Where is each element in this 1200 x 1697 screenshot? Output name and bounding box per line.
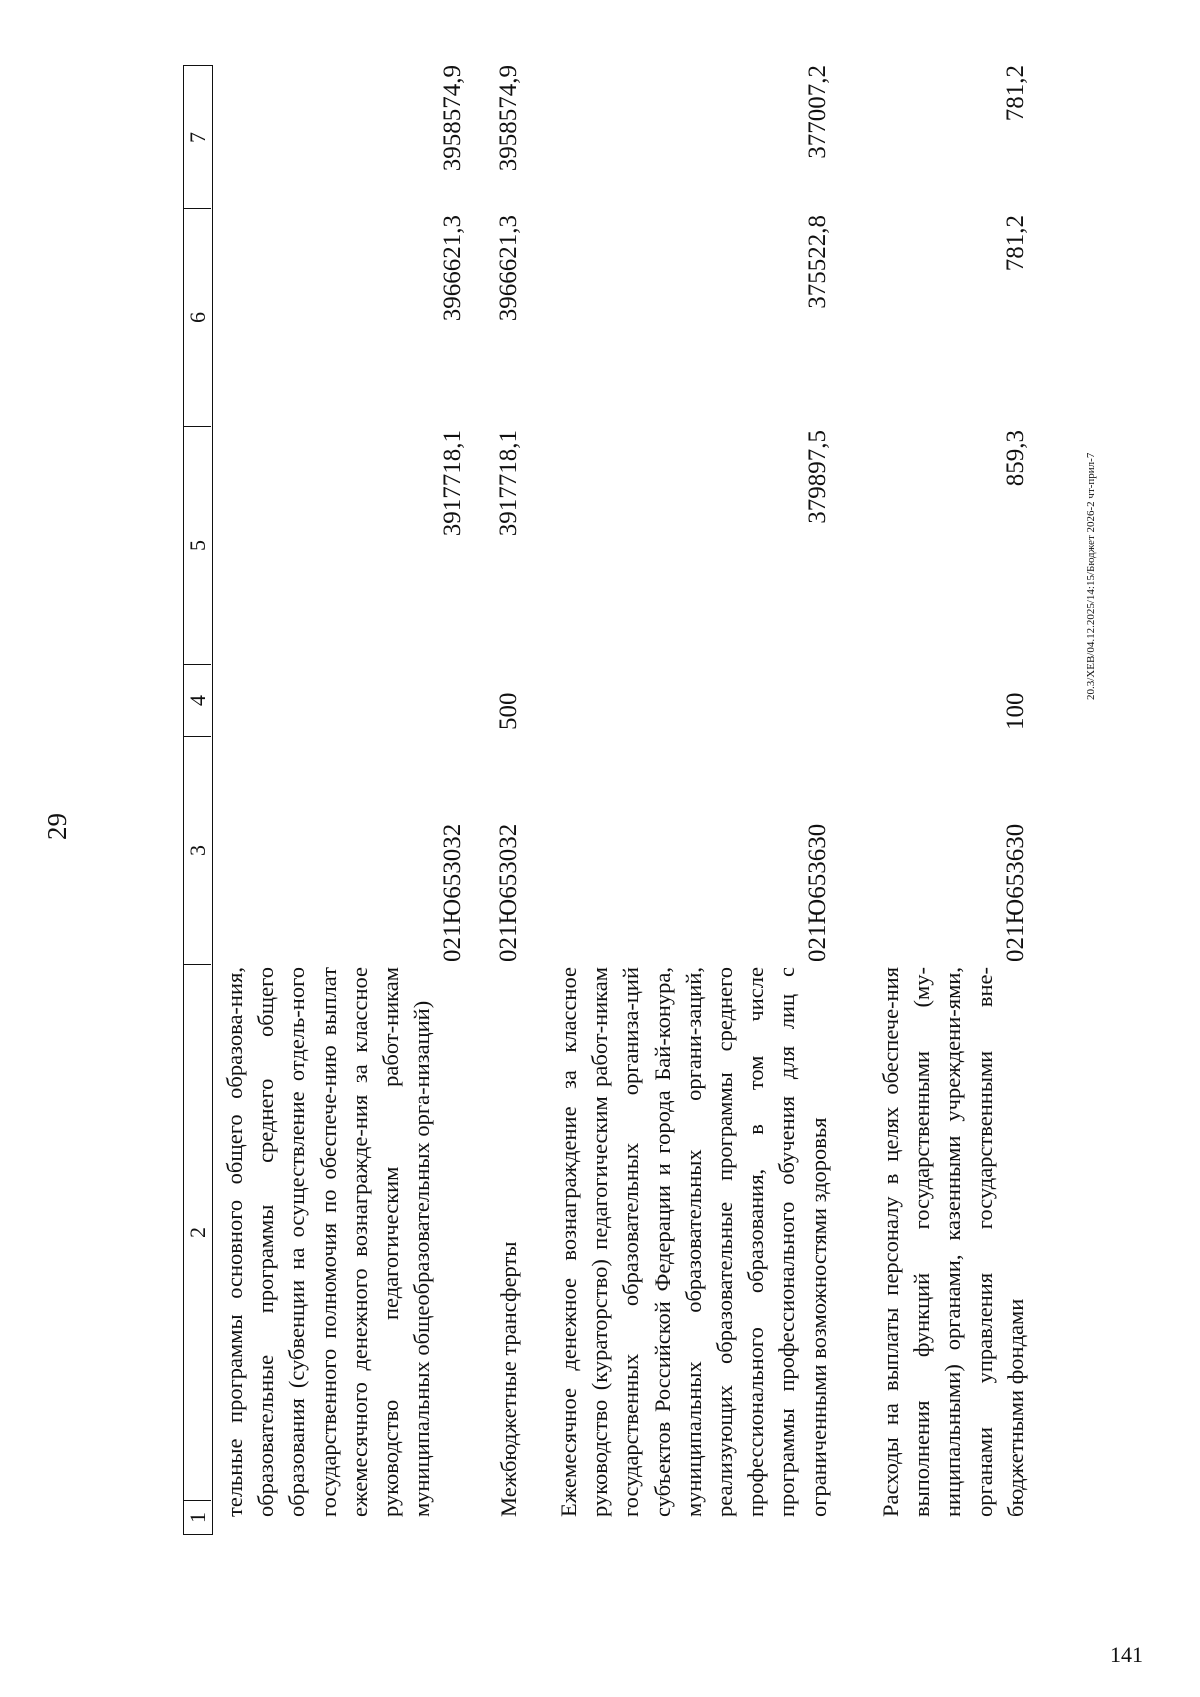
row-code: 021Ю653032: [495, 823, 522, 962]
header-col-6: 6: [184, 208, 211, 426]
row-code: 021Ю653032: [439, 823, 466, 962]
row-type: 100: [1002, 692, 1029, 730]
row-description: Расходы на выплаты персоналу в целях обеспече-ния выполнения функций государственными (му-ниципальными) органами, казенными учреждени-ями, органами управления государственными вне-бюджетными фондами: [878, 967, 1028, 1517]
row-code: 021Ю653630: [804, 823, 831, 962]
row-value-col6: 3966621,3: [439, 215, 466, 322]
page-number: 29: [42, 813, 72, 840]
row-value-col6: 781,2: [1002, 215, 1029, 272]
budget-table: [183, 65, 1103, 1535]
header-col-5: 5: [184, 426, 211, 664]
rotated-page: [30, 0, 1110, 1600]
row-value-col7: 3958574,9: [439, 65, 466, 172]
table-header: [183, 65, 213, 1535]
row-value-col7: 3958574,9: [495, 65, 522, 172]
row-type: 500: [495, 692, 522, 730]
row-description: Ежемесячное денежное вознаграждение за классное руководство (кураторство) педагогическим работ-никам государственных образовательных организа-ций субъектов Российской Федерации и города Бай-конура, муниципальных образовательных органи-заций, реализующих образовательные программы среднего профессионального образования, в том числе программы профессионального обучения для лиц с ограниченными возможностями здоровья: [556, 967, 831, 1517]
row-value-col7: 781,2: [1002, 65, 1029, 122]
sheet-number: 141: [1110, 1642, 1143, 1667]
header-col-4: 4: [184, 664, 211, 736]
header-col-2: 2: [184, 964, 211, 1500]
row-value-col5: 3917718,1: [439, 430, 466, 537]
row-value-col5: 379897,5: [804, 430, 831, 524]
row-value-col5: 3917718,1: [495, 430, 522, 537]
row-description: тельные программы основного общего образова-ния, образовательные программы среднего общего образования (субвенции на осуществление отдель-ного государственного полномочия по обеспече-нию выплат ежемесячного денежного вознагражде-ния за классное руководство педагогическим работ-никам муниципальных общеобразовательных орга-низаций): [222, 967, 435, 1517]
row-value-col6: 375522,8: [804, 215, 831, 309]
header-col-7: 7: [185, 132, 210, 143]
footer-code: 20.3/XEB/04.12.2025/14:15/Бюджет 2026-2 чт-прил-7: [1085, 452, 1097, 700]
row-value-col6: 3966621,3: [495, 215, 522, 322]
header-col-3: 3: [184, 736, 211, 964]
row-value-col5: 859,3: [1002, 430, 1029, 487]
row-value-col7: 377007,2: [804, 65, 831, 159]
header-col-1: 1: [184, 1500, 211, 1534]
row-code: 021Ю653630: [1002, 823, 1029, 962]
row-description: Межбюджетные трансферты: [496, 1241, 521, 1517]
